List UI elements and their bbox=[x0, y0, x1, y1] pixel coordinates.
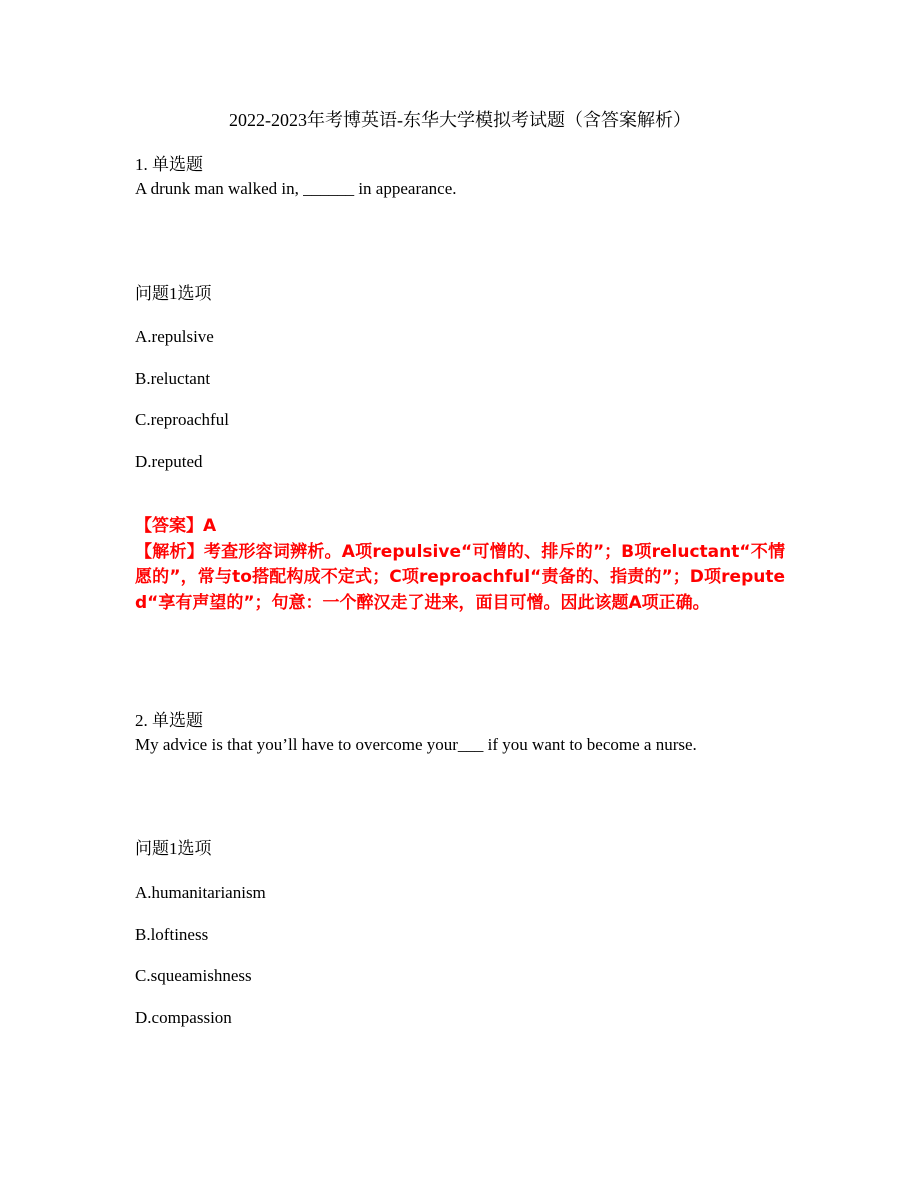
question-1-stem: A drunk man walked in, ______ in appearance. bbox=[135, 179, 457, 198]
document-title: 2022-2023年考博英语-东华大学模拟考试题（含答案解析） bbox=[229, 110, 691, 130]
question-1-option-c: C.reproachful bbox=[135, 410, 229, 429]
question-2-header: 2. 单选题 bbox=[135, 711, 203, 730]
question-1-options-label: 问题1选项 bbox=[135, 284, 212, 303]
question-1-option-d: D.reputed bbox=[135, 452, 203, 471]
question-1-header: 1. 单选题 bbox=[135, 155, 203, 174]
question-2-option-a: A.humanitarianism bbox=[135, 883, 266, 902]
question-2-option-b: B.loftiness bbox=[135, 925, 209, 944]
question-2-option-c: C.squeamishness bbox=[135, 966, 252, 985]
question-1-answer: 【答案】A bbox=[135, 516, 217, 536]
question-2-options-label: 问题1选项 bbox=[135, 839, 212, 858]
question-1-answer-block bbox=[135, 514, 785, 616]
question-2-stem: My advice is that you’ll have to overcome your___ if you want to become a nurse. bbox=[135, 735, 697, 754]
question-1-option-a: A.repulsive bbox=[135, 327, 214, 346]
question-1-option-b: B.reluctant bbox=[135, 369, 211, 388]
question-2-option-d: D.compassion bbox=[135, 1008, 232, 1027]
question-1-analysis: 【解析】考查形容词辨析。A项repulsive“可憎的、排斥的”；B项reluctant“不情愿的”，常与to搭配构成不定式；C项reproachful“责备的、指责的”；D项reputed“享有声望的”；句意：一个醉汉走了进来，面目可憎。因此该题A项正确。 bbox=[135, 541, 785, 613]
